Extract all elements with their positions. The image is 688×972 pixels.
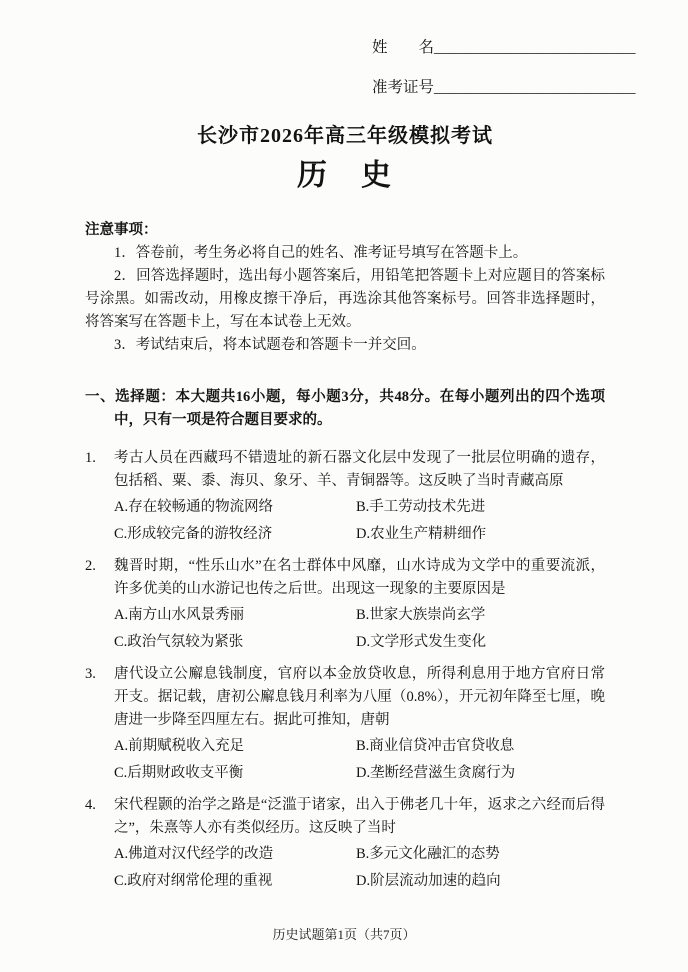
question-2-number: 2. <box>85 558 96 574</box>
question-2 <box>85 555 605 654</box>
question-3-number: 3. <box>85 666 96 682</box>
section-heading: 一、选择题：本大题共16小题，每小题3分，共48分。在每小题列出的四个选项中，只有一项是符合题目要求的。 <box>85 389 605 428</box>
question-2-options <box>114 604 605 654</box>
question-4-options <box>114 843 605 893</box>
question-1-option-c: C.形成较完备的游牧经济 <box>114 526 273 542</box>
exam-title: 长沙市2026年高三年级模拟考试 <box>197 125 493 147</box>
question-3-option-b: B.商业信贷冲击官贷收息 <box>356 738 515 754</box>
note-item-2: 2．回答选择题时，选出每小题答案后，用铅笔把答题卡上对应题目的答案标号涂黑。如需改动，用橡皮擦干净后，再选涂其他答案标号。回答非选择题时，将答案写在答题卡上，写在本试卷上无效。 <box>85 268 605 330</box>
question-4 <box>85 794 605 893</box>
question-1-option-a: A.存在较畅通的物流网络 <box>114 499 274 515</box>
question-4-stem: 宋代程颢的治学之路是“泛滥于诸家，出入于佛老几十年，返求之六经而后得之”，朱熹等人亦有类似经历。这反映了当时 <box>114 797 605 836</box>
question-3-option-c: C.后期财政收支平衡 <box>114 765 244 781</box>
question-3-option-d: D.垄断经营滋生贪腐行为 <box>356 765 516 781</box>
questions-list <box>85 447 605 893</box>
header-fields <box>372 36 636 99</box>
question-3-stem: 唐代设立公廨息钱制度，官府以本金放贷收息，所得利息用于地方官府日常开支。据记载，唐初公廨息钱月利率为八厘（0.8%），开元初年降至七厘，晚唐进一步降至四厘左右。据此可推知，唐朝 <box>114 666 605 728</box>
question-1 <box>85 447 605 546</box>
question-4-option-d: D.阶层流动加速的趋向 <box>356 873 501 889</box>
exam-id-label: 准考证号 <box>372 79 435 96</box>
question-4-option-c: C.政府对纲常伦理的重视 <box>114 873 273 889</box>
question-1-number: 1. <box>85 450 96 466</box>
question-2-stem: 魏晋时期，“性乐山水”在名士群体中风靡，山水诗成为文学中的重要流派，许多优美的山水游记也传之后世。出现这一现象的主要原因是 <box>114 558 605 597</box>
question-1-option-b: B.手工劳动技术先进 <box>356 499 486 515</box>
question-2-option-b: B.世家大族崇尚玄学 <box>356 607 486 623</box>
question-4-number: 4. <box>85 797 96 813</box>
page-footer: 历史试题第1页（共7页） <box>272 927 416 942</box>
name-label: 姓 名 <box>372 39 435 56</box>
name-fill-line: __________________________ <box>434 39 636 56</box>
question-4-option-b: B.多元文化融汇的态势 <box>356 846 500 862</box>
name-field <box>372 36 636 59</box>
question-1-options <box>114 496 605 546</box>
question-3-option-a: A.前期赋税收入充足 <box>114 738 245 754</box>
note-item-1: 1．答卷前，考生务必将自己的姓名、准考证号填写在答题卡上。 <box>114 245 528 261</box>
question-1-stem: 考古人员在西藏玛不错遗址的新石器文化层中发现了一批层位明确的遗存，包括稻、粟、黍、海贝、象牙、羊、青铜器等。这反映了当时青藏高原 <box>114 450 605 489</box>
question-4-option-a: A.佛道对汉代经学的改造 <box>114 846 274 862</box>
subject-title: 历 史 <box>297 159 393 192</box>
question-3-options <box>114 735 605 785</box>
exam-id-fill-line: __________________________ <box>434 79 636 96</box>
exam-id-field <box>372 76 636 99</box>
question-2-option-a: A.南方山水风景秀丽 <box>114 607 245 623</box>
note-item-3: 3．考试结束后，将本试题卷和答题卡一并交回。 <box>114 337 426 353</box>
question-2-option-c: C.政治气氛较为紧张 <box>114 634 244 650</box>
question-3 <box>85 663 605 785</box>
question-1-option-d: D.农业生产精耕细作 <box>356 526 487 542</box>
notes-heading: 注意事项： <box>85 222 158 238</box>
question-2-option-d: D.文学形式发生变化 <box>356 634 487 650</box>
notes-section <box>85 219 605 357</box>
